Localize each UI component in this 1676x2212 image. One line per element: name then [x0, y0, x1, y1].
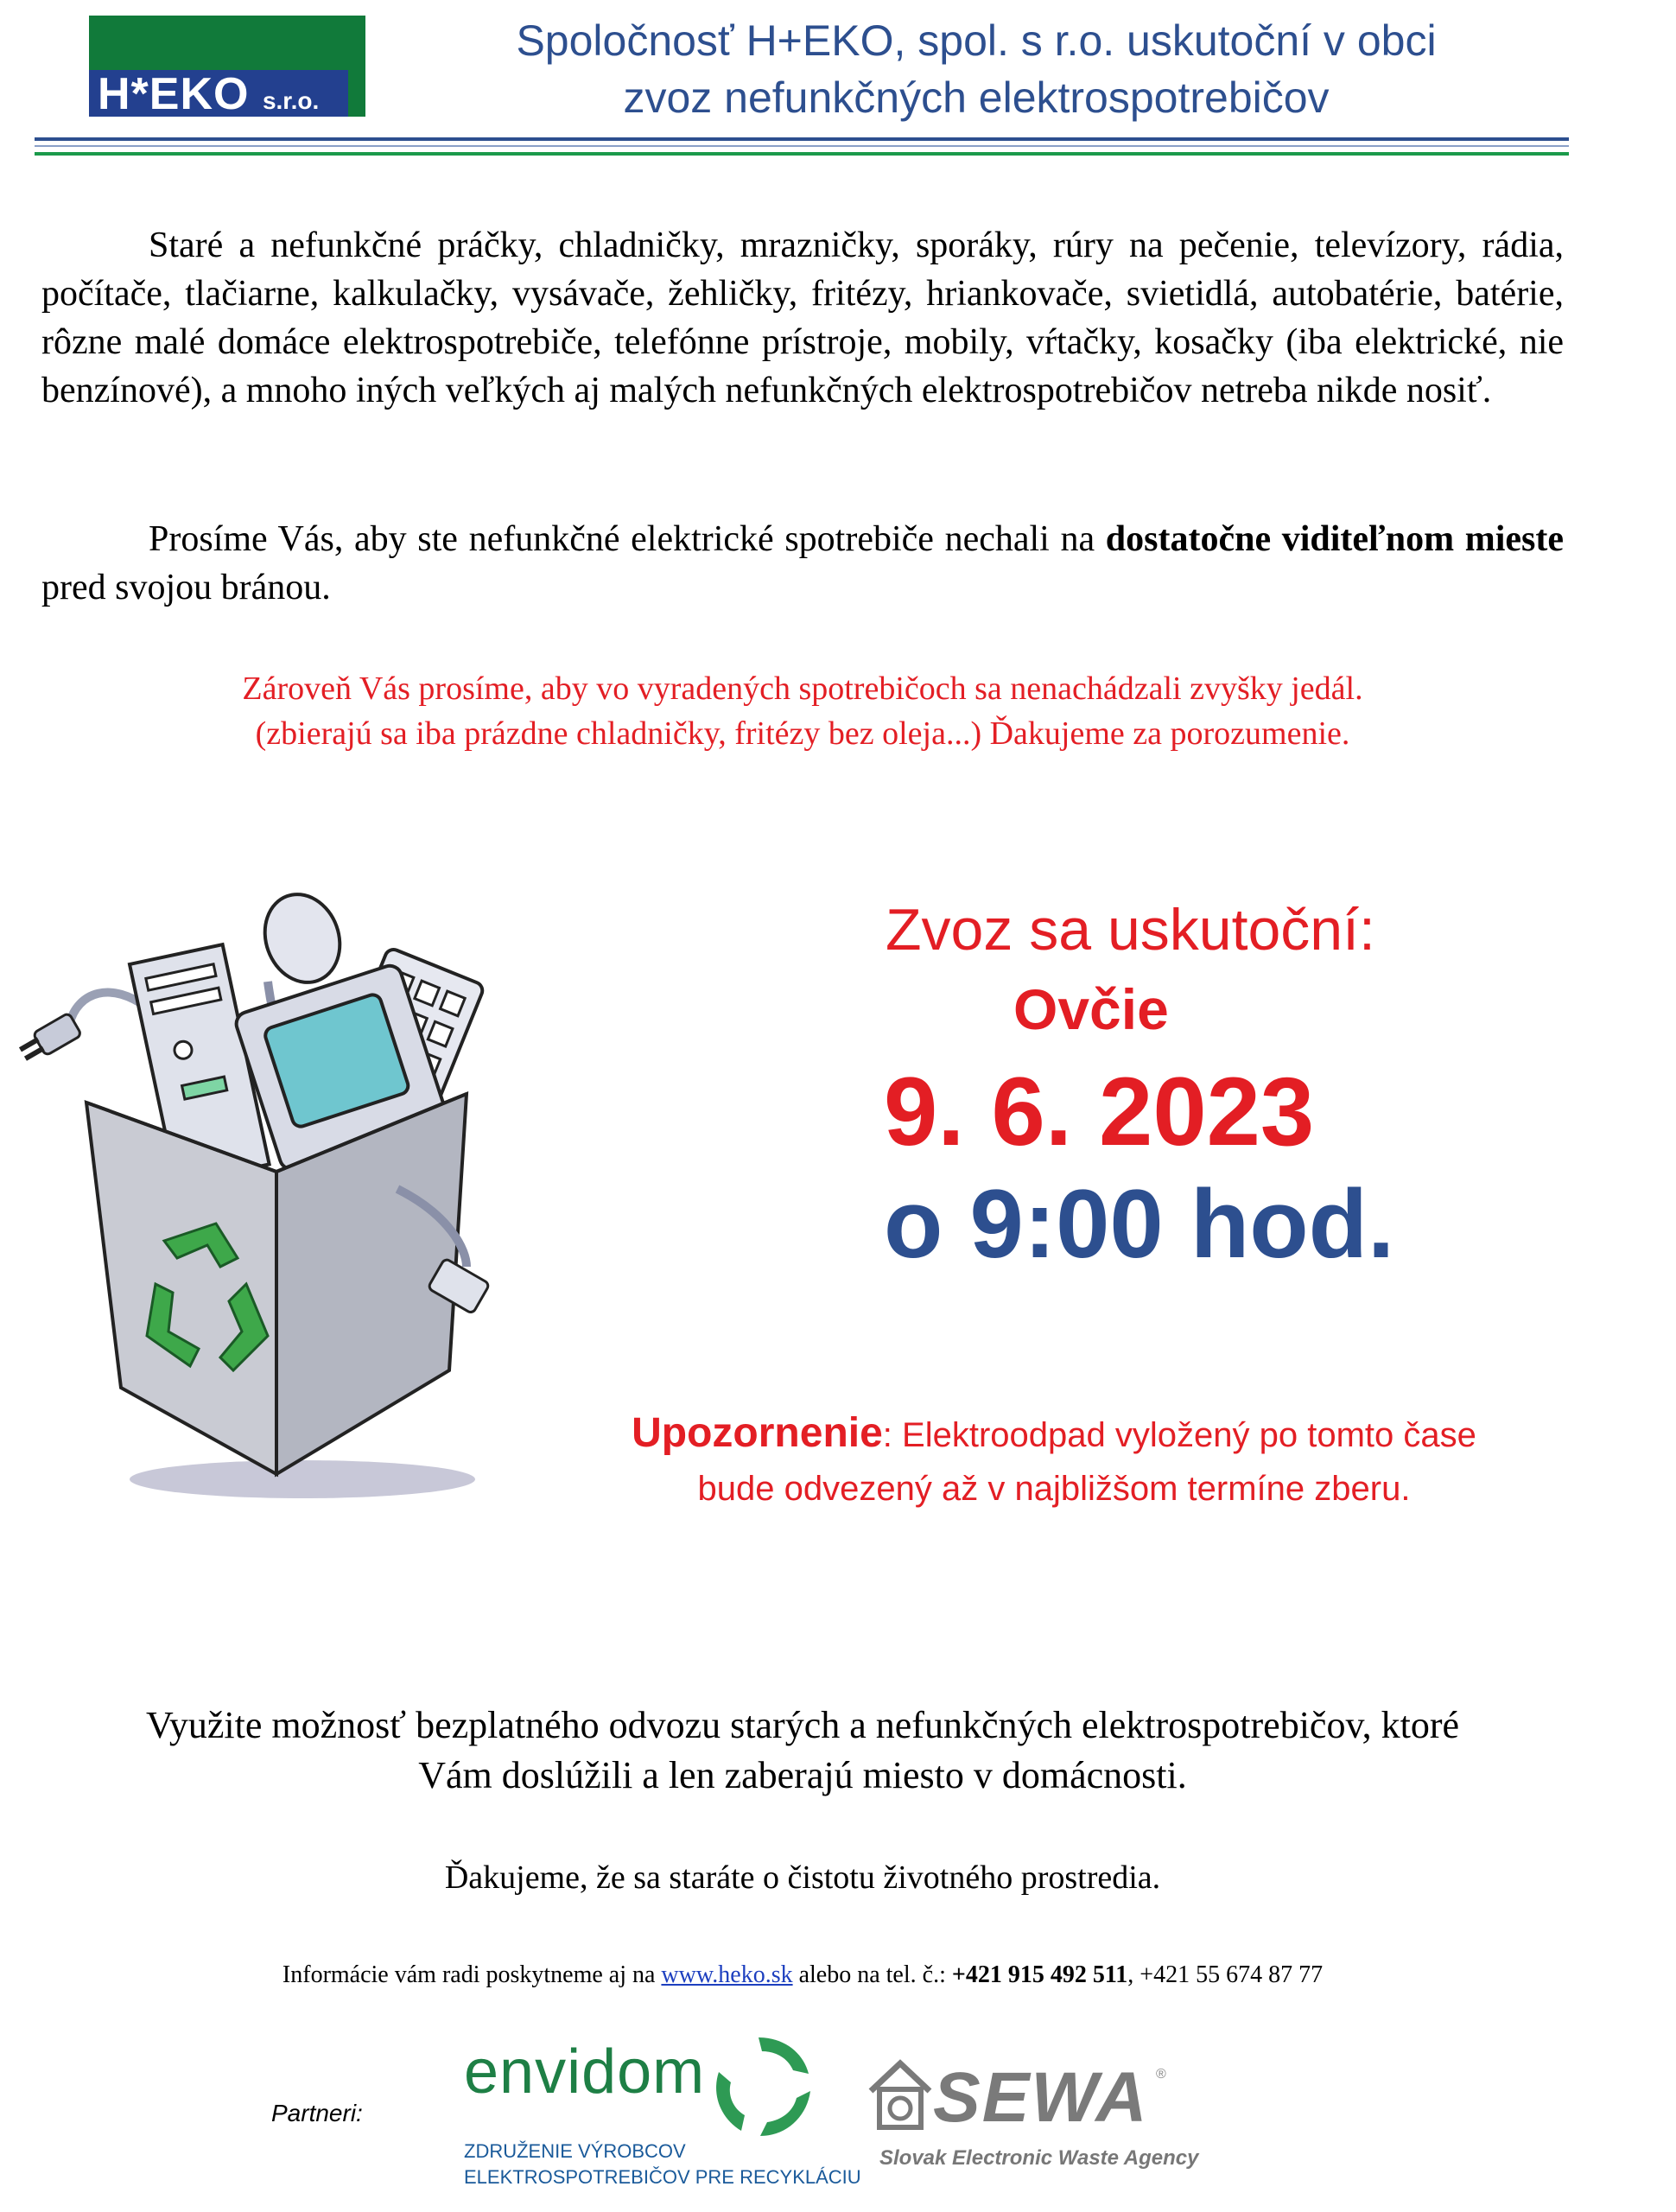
event-title: Zvoz sa uskutoční:: [886, 897, 1375, 963]
event-date: 9. 6. 2023: [884, 1058, 1315, 1166]
emphasis-visible-place: dostatočne viditeľnom mieste: [1105, 519, 1564, 559]
sewa-tagline: Slovak Electronic Waste Agency: [879, 2146, 1199, 2170]
page-title: [397, 12, 1555, 126]
phone-primary: +421 915 492 511: [951, 1961, 1128, 1988]
website-link[interactable]: www.heko.sk: [661, 1961, 793, 1988]
envidom-tagline-1: ZDRUŽENIE VÝROBCOV: [464, 2140, 686, 2162]
sewa-house-icon: [867, 2058, 933, 2131]
paragraph-request: Prosíme Vás, aby ste nefunkčné elektrické spotrebiče nechali na dostatočne viditeľnom mieste pred svojou bránou.: [41, 519, 1564, 607]
partners-label: Partneri:: [271, 2100, 363, 2126]
warning-note: Upozornenie: Elektroodpad vyložený po tomto čase bude odvezený až v najbližšom termíne zberu.: [632, 1410, 1476, 1508]
title-line-2: zvoz nefunkčných elektrospotrebičov: [623, 73, 1330, 122]
sewa-registered-mark: ®: [1156, 2067, 1166, 2082]
event-place: Ovčie: [1013, 977, 1169, 1041]
header-rule-blue: [35, 137, 1569, 141]
title-line-1: Spoločnosť H+EKO, spol. s r.o. uskutoční v obci: [516, 16, 1437, 65]
thanks-line: Ďakujeme, že sa staráte o čistotu životného prostredia.: [444, 1859, 1161, 1896]
header-rule-green: [35, 152, 1569, 156]
envidom-tagline-2: ELEKTROSPOTREBIČOV PRE RECYKLÁCIU: [464, 2166, 861, 2188]
free-collection-note: Využite možnosť bezplatného odvozu starých a nefunkčných elektrospotrebičov, ktoré Vám doslúžili a len zaberajú miesto v domácnosti.: [146, 1704, 1459, 1796]
event-time: o 9:00 hod.: [884, 1170, 1395, 1278]
paragraph-appliances: Staré a nefunkčné práčky, chladničky, mrazničky, sporáky, rúry na pečenie, televízory, rádia, počítače, tlačiarne, kalkulačky, vysávače, žehličky, fritézy, hriankovače, svietidlá, autobatérie, batérie, rôzne malé domáce elektrospotrebiče, telefónne prístroje, mobily, vŕtačky, kosačky (iba elektrické, nie benzínové), a mnoho iných veľkých aj malých nefunkčných elektrospotrebičov netreba nikde nosiť.: [41, 226, 1564, 410]
heko-logo: H*EKO s.r.o.: [89, 16, 365, 117]
warning-label: Upozornenie: [632, 1410, 883, 1456]
recycling-bin-electronics-icon: [17, 887, 544, 1509]
red-note: Zároveň Vás prosíme, aby vo vyradených spotrebičoch sa nenachádzali zvyšky jedál. (zbierajú sa iba prázdne chladničky, fritézy bez oleja...) Ďakujeme za porozumenie.: [242, 671, 1363, 752]
header-rule-thin: [35, 145, 1569, 147]
envidom-recycle-icon: [707, 2031, 819, 2143]
envidom-logo-text: envidom: [464, 2037, 706, 2107]
contact-info: Informácie vám radi poskytneme aj na www.heko.sk alebo na tel. č.: +421 915 492 511, +421 55 674 87 77: [282, 1961, 1324, 1988]
sewa-logo-text: SEWA: [933, 2058, 1149, 2137]
